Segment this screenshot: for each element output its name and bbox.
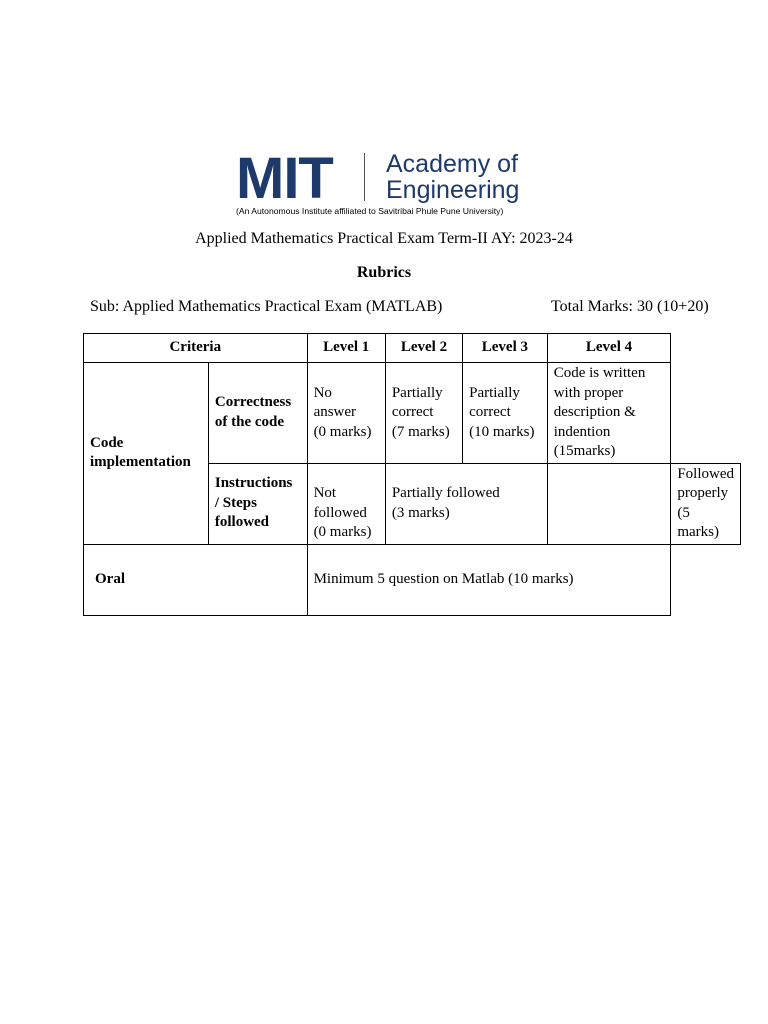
cell-text: followed	[313, 504, 367, 521]
cell-text: correct	[469, 404, 511, 420]
cell-text: No	[313, 384, 332, 401]
subcriteria-instructions	[208, 463, 307, 544]
subcriteria-label: / Steps	[214, 494, 257, 511]
logo-mit-text: MIT	[236, 146, 333, 211]
document-subtitle: Rubrics	[356, 264, 412, 281]
subcriteria-correctness	[208, 363, 307, 464]
cell-correctness-level-2	[385, 363, 462, 464]
logo-divider	[364, 153, 365, 201]
cell-text: Not	[313, 485, 337, 501]
logo-line2: Engineering	[386, 176, 520, 204]
subcriteria-label: of the code	[214, 413, 285, 430]
cell-text: (15marks)	[553, 443, 616, 459]
header-criteria: Criteria	[84, 334, 308, 363]
subcriteria-label: followed	[214, 514, 270, 531]
cell-text: description &	[553, 404, 636, 420]
criteria-label: implementation	[90, 454, 191, 471]
cell-text: (7 marks)	[391, 423, 450, 440]
cell-instructions-level-4	[671, 463, 741, 544]
cell-text: correct	[391, 404, 434, 420]
subcriteria-label: Instructions	[214, 475, 293, 492]
cell-text: answer	[313, 404, 357, 420]
cell-text: with proper	[553, 384, 624, 401]
cell-text: (10 marks)	[469, 423, 535, 440]
cell-instructions-level-1	[307, 463, 385, 544]
table-header-row	[84, 334, 741, 363]
criteria-label: Code	[90, 434, 124, 451]
header-level-4: Level 4	[547, 334, 671, 363]
cell-instructions-level-2-3	[385, 463, 547, 544]
cell-text: Partially	[469, 384, 520, 401]
document-title: Applied Mathematics Practical Exam Term-II AY: 2023-24	[195, 230, 573, 247]
header-level-3: Level 3	[463, 334, 548, 363]
table-row	[84, 544, 741, 615]
cell-text: Code is written	[553, 365, 646, 381]
total-marks: Total Marks: 30 (10+20)	[551, 298, 709, 315]
cell-correctness-level-3	[463, 363, 548, 464]
cell-text: Partially	[391, 384, 443, 401]
cell-text: (3 marks)	[391, 504, 450, 521]
criteria-oral: Oral	[84, 544, 308, 615]
cell-text: (0 marks)	[313, 423, 372, 440]
logo-line1: Academy of	[386, 150, 519, 178]
institute-logo	[236, 146, 534, 218]
logo-tagline: (An Autonomous Institute affiliated to Savitribai Phule Pune University)	[236, 206, 504, 216]
cell-oral-description: Minimum 5 question on Matlab (10 marks)	[307, 544, 671, 615]
cell-text: (5 marks)	[677, 504, 719, 540]
header-level-1: Level 1	[307, 334, 385, 363]
cell-text: indention	[553, 423, 611, 440]
criteria-code-implementation	[84, 363, 209, 545]
cell-instructions-spacer	[547, 463, 671, 544]
table-row	[84, 363, 741, 464]
cell-text: (0 marks)	[313, 524, 372, 540]
header-level-2: Level 2	[385, 334, 462, 363]
subcriteria-label: Correctness	[214, 394, 292, 411]
rubric-table	[83, 333, 741, 616]
subject-line: Sub: Applied Mathematics Practical Exam (MATLAB)	[90, 298, 443, 315]
cell-text: Followed properly	[677, 465, 734, 501]
cell-correctness-level-4	[547, 363, 671, 464]
cell-correctness-level-1	[307, 363, 385, 464]
cell-text: Partially followed	[391, 485, 500, 501]
